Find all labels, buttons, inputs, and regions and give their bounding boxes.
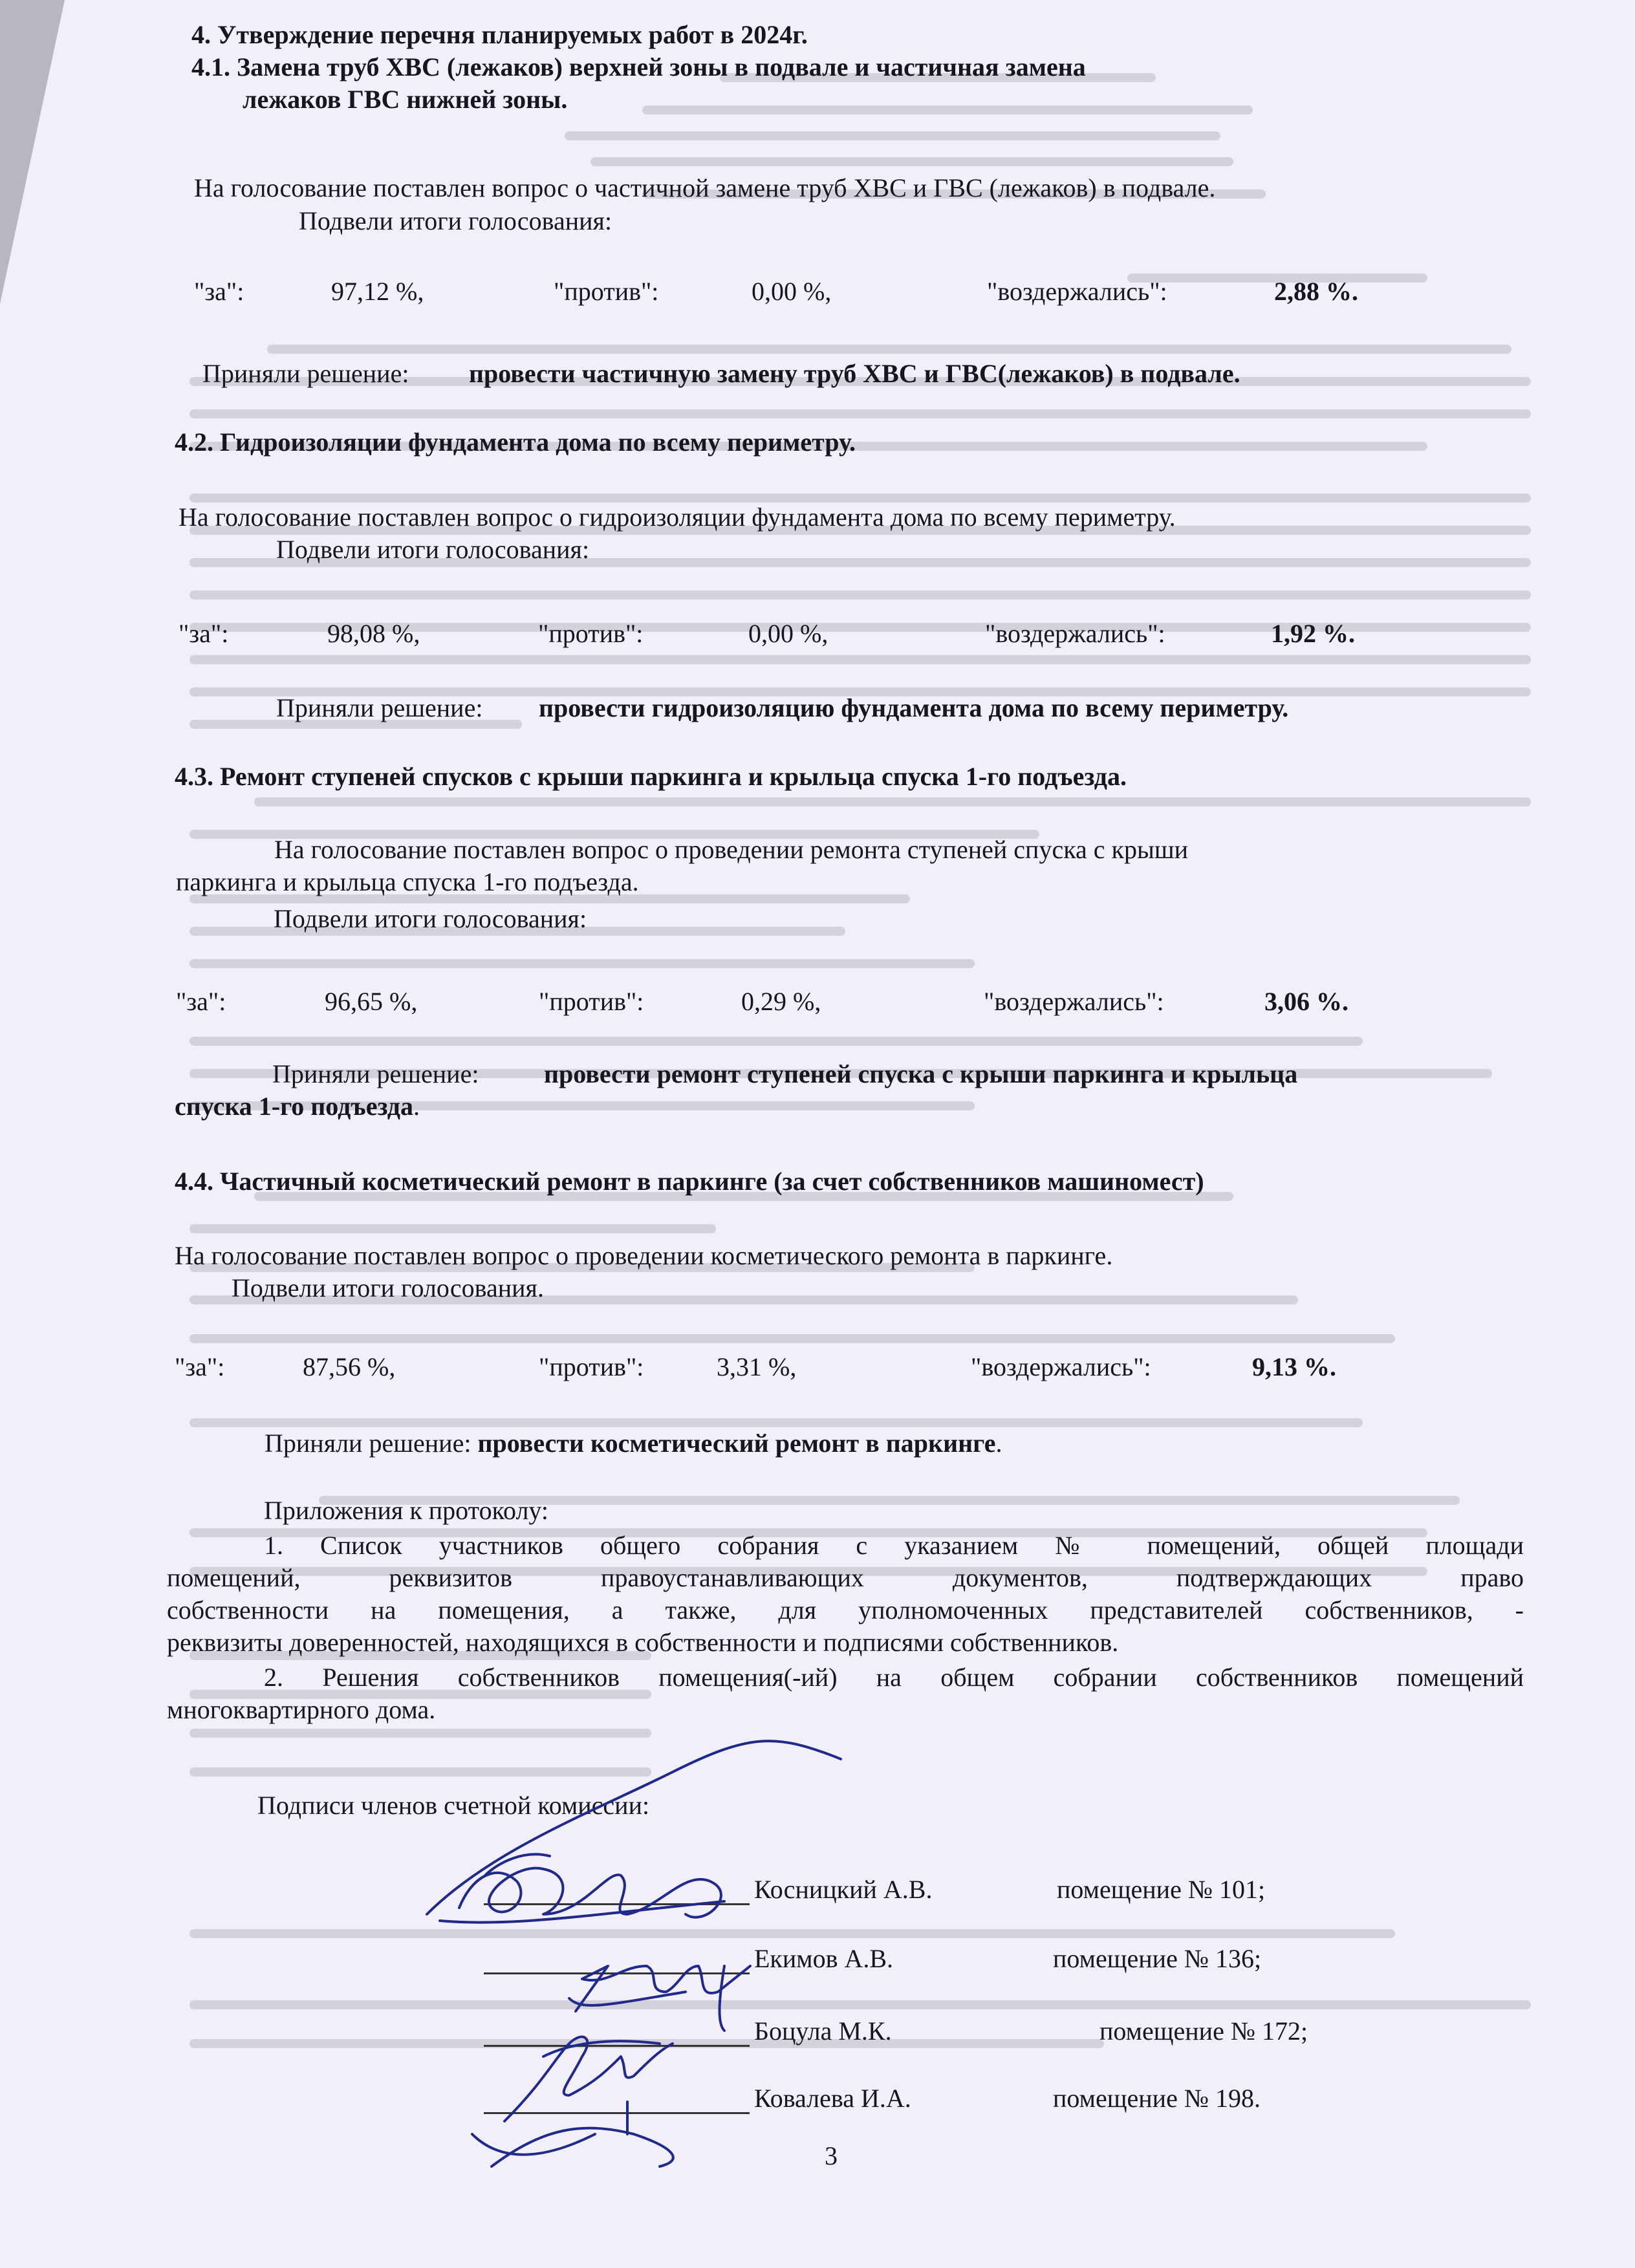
vote-protiv-value: 0,00 %,	[752, 277, 832, 306]
vote-vozd-label: "воздержались":	[984, 987, 1164, 1016]
section-4-2-results-label: Подвели итоги голосования:	[276, 535, 590, 564]
signature-line	[484, 2045, 750, 2047]
signer-name: Ковалева И.А.	[754, 2084, 911, 2113]
section-4-3-decision-end: .	[413, 1092, 420, 1121]
signer-room: помещение № 101;	[1057, 1875, 1266, 1904]
section-4-3-title: 4.3. Ремонт ступеней спусков с крыши паркинга и крыльца спуска 1-го подъезда.	[175, 762, 1127, 791]
section-4-4-decision: провести косметический ремонт в паркинге	[477, 1429, 996, 1458]
section-4-4-decision-end: .	[995, 1429, 1002, 1458]
appendix-item1-line2: помещений, реквизитов правоустанавливающих документов, подтверждающих право	[167, 1563, 1524, 1592]
section-4-2-decision-label: Приняли решение:	[276, 693, 483, 722]
vote-protiv-label: "против":	[538, 619, 644, 648]
section-4-3-question-line1: На голосование поставлен вопрос о проведении ремонта ступеней спуска с крыши	[274, 835, 1189, 864]
appendix-item2-line2: многоквартирного дома.	[167, 1695, 436, 1724]
section-4-4-decision-label	[265, 1428, 1002, 1459]
vote-vozd-label: "воздержались":	[971, 1352, 1151, 1381]
signature-line	[484, 1972, 750, 1974]
vote-za-value: 97,12 %,	[331, 277, 424, 306]
appendix-item1-line4: реквизиты доверенностей, находящихся в собственности и подписями собственников.	[167, 1628, 1119, 1657]
vote-vozd-value: 3,06 %.	[1264, 987, 1348, 1016]
signer-name: Косницкий А.В.	[754, 1875, 933, 1904]
signer-room: помещение № 136;	[1053, 1944, 1262, 1973]
signer-room: помещение № 172;	[1099, 2016, 1308, 2046]
section-4-3-decision-line1: провести ремонт ступеней спуска с крыши паркинга и крыльца	[544, 1059, 1298, 1088]
section-4-1-decision-label: Приняли решение:	[202, 359, 409, 388]
section-4-3-results-label: Подвели итоги голосования:	[274, 904, 587, 933]
appendix-item1-line3: собственности на помещения, а также, для уполномоченных представителей собственников, -	[167, 1595, 1524, 1625]
appendix-title: Приложения к протоколу:	[264, 1496, 549, 1525]
section-4-3-decision-line2-text: спуска 1-го подъезда	[175, 1092, 414, 1121]
section-4-1-title-line2: лежаков ГВС нижней зоны.	[243, 85, 568, 114]
vote-vozd-value: 9,13 %.	[1252, 1352, 1336, 1381]
vote-vozd-value: 1,92 %.	[1271, 619, 1355, 648]
section-4-2-title: 4.2. Гидроизоляции фундамента дома по всему периметру.	[175, 427, 856, 457]
vote-za-label: "за":	[194, 277, 244, 306]
signature-line	[484, 2112, 750, 2114]
section-4-1-title-line1: 4.1. Замена труб ХВС (лежаков) верхней зоны в подвале и частичная замена	[191, 52, 1086, 81]
vote-protiv-label: "против":	[554, 277, 659, 306]
vote-protiv-label: "против":	[539, 1352, 644, 1381]
vote-za-label: "за":	[176, 987, 226, 1016]
vote-vozd-label: "воздержались":	[987, 277, 1167, 306]
section-4-1-question: На голосование поставлен вопрос о частичной замене труб ХВС и ГВС (лежаков) в подвале.	[194, 173, 1216, 202]
section-4-1-decision: провести частичную замену труб ХВС и ГВС(лежаков) в подвале.	[469, 359, 1240, 388]
vote-za-value: 96,65 %,	[325, 987, 418, 1016]
vote-za-label: "за":	[179, 619, 229, 648]
vote-za-label: "за":	[175, 1352, 225, 1381]
appendix-item2-line1: 2. Решения собственников помещения(-ий) на общем собрании собственников помещений	[264, 1663, 1524, 1692]
vote-vozd-value: 2,88 %.	[1274, 277, 1358, 306]
signer-name: Екимов А.В.	[754, 1944, 894, 1973]
section-4-4-title: 4.4. Частичный косметический ремонт в паркинге (за счет собственников машиномест)	[175, 1167, 1204, 1196]
vote-za-value: 87,56 %,	[303, 1352, 396, 1381]
vote-protiv-value: 3,31 %,	[717, 1352, 797, 1381]
appendix-item1-line1: 1. Список участников общего собрания с указанием № помещений, общей площади	[264, 1531, 1524, 1560]
folded-corner	[0, 0, 65, 304]
section-4-4-question: На голосование поставлен вопрос о проведении косметического ремонта в паркинге.	[175, 1241, 1113, 1270]
vote-protiv-label: "против":	[539, 987, 644, 1016]
vote-protiv-value: 0,00 %,	[748, 619, 828, 648]
section-4-4-results-label: Подвели итоги голосования.	[232, 1273, 544, 1302]
vote-za-value: 98,08 %,	[327, 619, 420, 648]
section-4-3-decision-label: Приняли решение:	[272, 1059, 479, 1088]
signer-name: Боцула М.К.	[754, 2016, 892, 2046]
section-4-2-question: На голосование поставлен вопрос о гидроизоляции фундамента дома по всему периметру.	[179, 502, 1176, 532]
section-4-title: 4. Утверждение перечня планируемых работ в 2024г.	[191, 20, 808, 49]
signatures-title: Подписи членов счетной комиссии:	[257, 1791, 650, 1820]
section-4-1-results-label: Подвели итоги голосования:	[299, 206, 612, 235]
signature-line	[484, 1903, 750, 1905]
vote-vozd-label: "воздержались":	[985, 619, 1165, 648]
section-4-3-question-line2: паркинга и крыльца спуска 1-го подъезда.	[176, 867, 639, 896]
section-4-3-decision-line2	[175, 1091, 420, 1122]
page-number: 3	[825, 2141, 838, 2170]
section-4-2-decision: провести гидроизоляцию фундамента дома по всему периметру.	[539, 693, 1289, 722]
signer-room: помещение № 198.	[1053, 2084, 1261, 2113]
vote-protiv-value: 0,29 %,	[741, 987, 821, 1016]
section-4-4-decision-label-text: Приняли решение:	[265, 1429, 471, 1458]
